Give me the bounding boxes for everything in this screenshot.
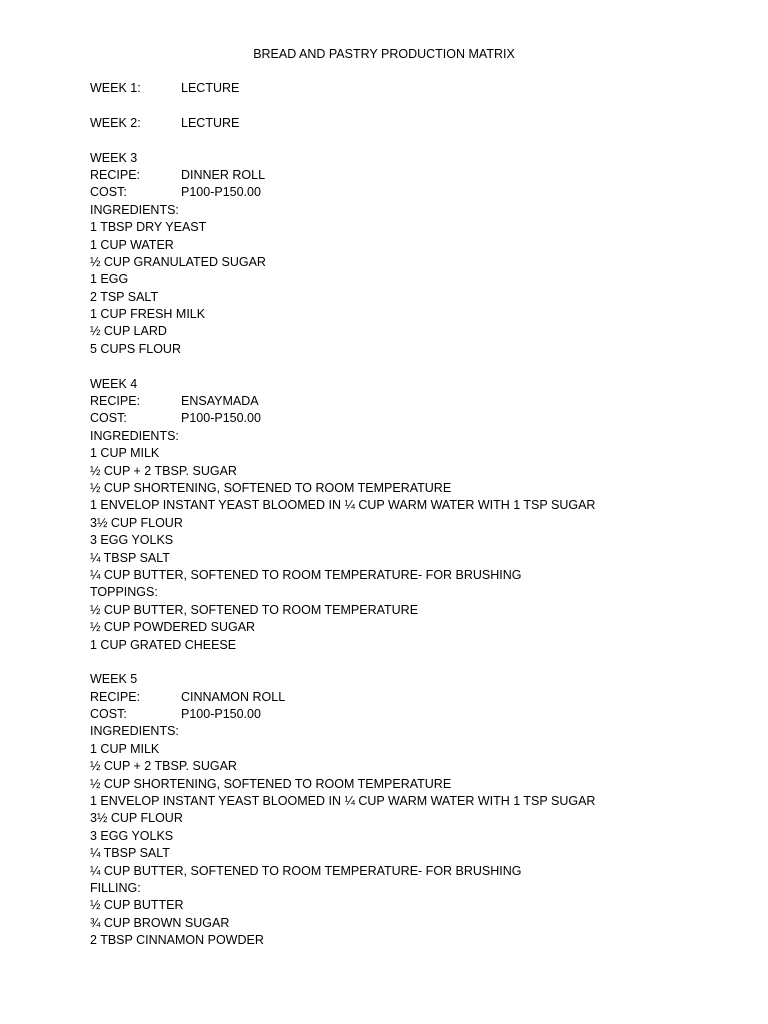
ingredient-item: ½ CUP GRANULATED SUGAR — [90, 254, 266, 269]
ingredient-item: 1 TBSP DRY YEAST — [90, 220, 207, 235]
week-value: LECTURE — [181, 115, 240, 130]
week-2-row — [90, 115, 750, 132]
topping-item: 1 CUP GRATED CHEESE — [90, 637, 237, 652]
ingredients-label: INGREDIENTS: — [90, 428, 179, 443]
week-label: WEEK 1: — [90, 81, 141, 95]
recipe-label: RECIPE: — [90, 167, 141, 182]
recipe-name: CINNAMON ROLL — [181, 689, 286, 704]
cost-row — [90, 410, 750, 427]
cost-label: COST: — [90, 707, 127, 722]
ingredients-label: INGREDIENTS: — [90, 724, 179, 739]
ingredient-item: 1 CUP MILK — [90, 741, 160, 756]
recipe-row — [90, 393, 750, 410]
ingredient-item: ½ CUP LARD — [90, 324, 167, 339]
document-content — [90, 80, 750, 950]
ingredient-item: 3 EGG YOLKS — [90, 533, 174, 548]
week-heading: WEEK 4 — [90, 376, 138, 391]
ingredient-item: 1 ENVELOP INSTANT YEAST BLOOMED IN ¼ CUP WARM WATER WITH 1 TSP SUGAR — [90, 794, 596, 809]
spacer — [90, 654, 750, 671]
cost-row — [90, 706, 750, 723]
ingredient-item: ¼ TBSP SALT — [90, 846, 170, 861]
recipe-name: ENSAYMADA — [181, 394, 259, 409]
spacer — [90, 358, 750, 375]
topping-item: ½ CUP POWDERED SUGAR — [90, 620, 256, 635]
cost-value: P100-P150.00 — [181, 185, 261, 200]
week-heading: WEEK 3 — [90, 150, 138, 165]
ingredient-item: ½ CUP SHORTENING, SOFTENED TO ROOM TEMPERATURE — [90, 480, 452, 495]
ingredients-label: INGREDIENTS: — [90, 202, 179, 217]
filling-item: 2 TBSP CINNAMON POWDER — [90, 933, 264, 948]
ingredient-item: 1 EGG — [90, 272, 129, 287]
ingredient-item: 5 CUPS FLOUR — [90, 341, 181, 356]
recipe-row — [90, 689, 750, 706]
recipe-section-week-3 — [90, 150, 750, 359]
ingredient-item: 1 CUP FRESH MILK — [90, 307, 206, 322]
recipe-name: DINNER ROLL — [181, 167, 266, 182]
cost-label: COST: — [90, 185, 127, 200]
ingredient-item: 1 CUP MILK — [90, 446, 160, 461]
ingredient-item: ½ CUP + 2 TBSP. SUGAR — [90, 463, 237, 478]
spacer — [90, 132, 750, 149]
cost-value: P100-P150.00 — [181, 411, 261, 426]
ingredient-item: 2 TSP SALT — [90, 289, 159, 304]
ingredient-item: ¼ CUP BUTTER, SOFTENED TO ROOM TEMPERATURE- FOR BRUSHING — [90, 567, 522, 582]
cost-label: COST: — [90, 411, 127, 426]
filling-item: ¾ CUP BROWN SUGAR — [90, 915, 230, 930]
recipe-label: RECIPE: — [90, 689, 141, 704]
week-value: LECTURE — [181, 81, 240, 95]
recipe-section-week-5 — [90, 671, 750, 949]
spacer — [90, 97, 750, 114]
ingredient-item: 3½ CUP FLOUR — [90, 515, 183, 530]
recipe-label: RECIPE: — [90, 394, 141, 409]
document-title: BREAD AND PASTRY PRODUCTION MATRIX — [253, 47, 515, 61]
week-heading: WEEK 5 — [90, 672, 138, 687]
ingredient-item: ½ CUP SHORTENING, SOFTENED TO ROOM TEMPERATURE — [90, 776, 452, 791]
toppings-label: TOPPINGS: — [90, 585, 158, 600]
filling-label: FILLING: — [90, 880, 141, 895]
ingredient-item: ¼ TBSP SALT — [90, 550, 170, 565]
recipe-section-week-4 — [90, 376, 750, 654]
ingredient-item: ¼ CUP BUTTER, SOFTENED TO ROOM TEMPERATURE- FOR BRUSHING — [90, 863, 522, 878]
ingredient-item: 1 ENVELOP INSTANT YEAST BLOOMED IN ¼ CUP WARM WATER WITH 1 TSP SUGAR — [90, 498, 596, 513]
ingredient-item: 3 EGG YOLKS — [90, 828, 174, 843]
topping-item: ½ CUP BUTTER, SOFTENED TO ROOM TEMPERATURE — [90, 602, 419, 617]
recipe-row — [90, 167, 750, 184]
filling-item: ½ CUP BUTTER — [90, 898, 184, 913]
ingredient-item: 1 CUP WATER — [90, 237, 174, 252]
cost-row — [90, 184, 750, 201]
ingredient-item: ½ CUP + 2 TBSP. SUGAR — [90, 759, 237, 774]
week-1-row — [90, 80, 750, 97]
cost-value: P100-P150.00 — [181, 707, 261, 722]
week-label: WEEK 2: — [90, 115, 141, 130]
ingredient-item: 3½ CUP FLOUR — [90, 811, 183, 826]
